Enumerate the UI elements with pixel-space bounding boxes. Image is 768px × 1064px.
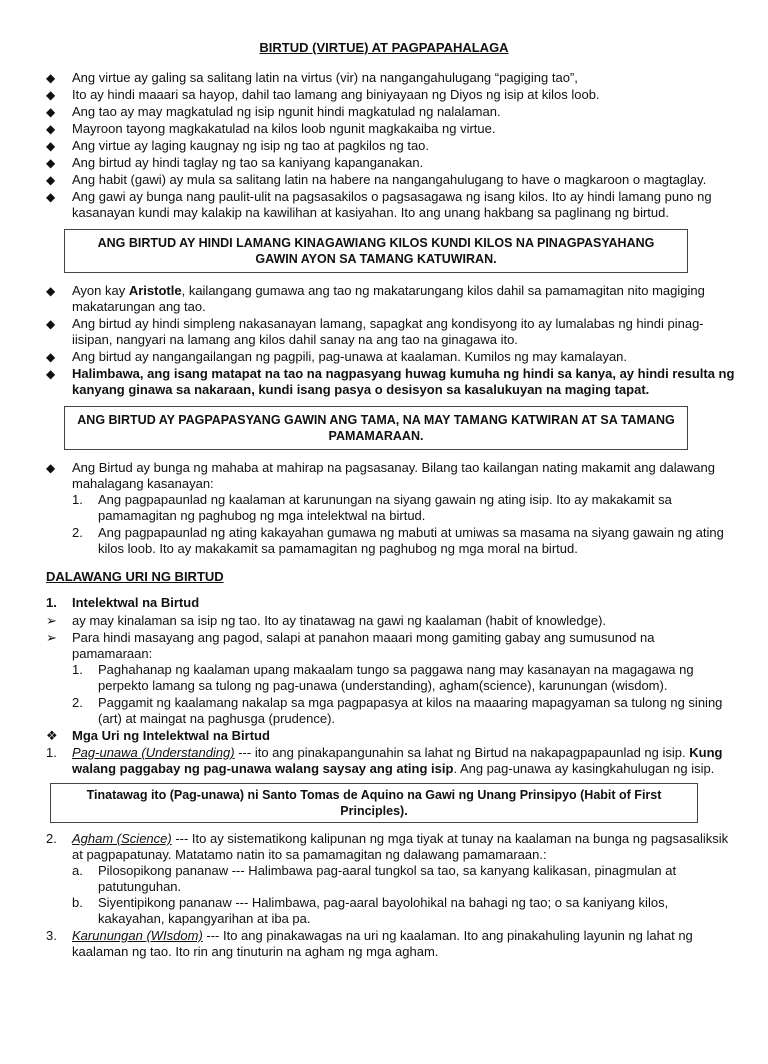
black-diamond-icon: ◆ <box>46 367 56 381</box>
black-diamond-icon: ◆ <box>46 156 56 170</box>
four-diamond-icon: ❖ <box>46 728 58 743</box>
black-diamond-icon: ◆ <box>46 350 56 364</box>
black-diamond-icon: ◆ <box>46 317 56 331</box>
list-item: ◆ Ayon kay Aristotle, kailangang gumawa ang tao ng makatarungang kilos dahil sa pamamagitan nito magiging makatarungan ang tao. <box>46 283 705 314</box>
list-item: ◆ Ang birtud ay hindi simpleng nakasanayan lamang, sapagkat ang kondisyong ito ay lumalabas ng hindi pinag-iisipan, nangyari na lamang ang kilos dahil sanay na ang tao na ginagawa ito. <box>46 316 704 347</box>
black-diamond-icon: ◆ <box>46 105 56 119</box>
black-diamond-icon: ◆ <box>46 122 56 136</box>
science-sub-list <box>72 863 738 927</box>
list-item: 1. Paghahanap ng kaalaman upang makaalam tungo sa paggawa nang may kasanayan na magagawa ng perpekto lamang sa tulong ng pag-unawa (understanding), agham(science), karunungan (wisdom). <box>72 662 694 693</box>
list-item: ◆ Ang Birtud ay bunga ng mahaba at mahirap na pagsasanay. Bilang tao kailangan nating makamit ang dalawang mahalagang kasanayan: 1. Ang pagpapaunlad ng kaalaman at karunungan na siyang gawain ng ating isip. Ito ay makakamit sa pamamagitan ng paghubog ng mga intelektwal na birtud. 2. Ang pagpapaunlad ng ating kakayahan gumawa ng mabuti at umiwas sa masama na siyang gawain ng ating kilos loob. Ito ay makakamit sa pamamagitan ng paghubog ng mga moral na birtud. <box>46 460 738 557</box>
list-item: ◆ Ang birtud ay hindi taglay ng tao sa kaniyang kapanganakan. <box>46 155 424 170</box>
black-diamond-icon: ◆ <box>46 190 56 204</box>
list-item: ◆ Ang birtud ay nangangailangan ng pagpili, pag-unawa at kaalaman. Kumilos ng may kamalayan. <box>46 349 628 364</box>
black-diamond-icon: ◆ <box>46 139 56 153</box>
list-item: b. Siyentipikong pananaw --- Halimbawa, pag-aaral bayolohikal na bahagi ng tao; o sa kaniyang kilos, kakayahan, kapangyarihan at iba pa. <box>72 895 669 926</box>
black-diamond-icon: ◆ <box>46 71 56 85</box>
list-item: 2. Ang pagpapaunlad ng ating kakayahan gumawa ng mabuti at umiwas sa masama na siyang gawain ng ating kilos loob. Ito ay makakamit sa pamamagitan ng paghubog ng mga moral na birtud. <box>72 525 724 556</box>
list-item: ◆ Ang tao ay may magkatulad ng isip ngunit hindi magkatulad ng nalalaman. <box>46 104 501 119</box>
document-page <box>0 40 768 1064</box>
section-heading: DALAWANG URI NG BIRTUD <box>46 569 224 584</box>
black-diamond-icon: ◆ <box>46 173 56 187</box>
key-statement-box-3: Tinatawag ito (Pag-unawa) ni Santo Tomas de Aquino na Gawi ng Unang Prinsipyo (Habit of First Principles). <box>50 783 698 823</box>
list-item: 1. Pag-unawa (Understanding) --- ito ang pinakapangunahin sa lahat ng Birtud na nakapagpapaunlad ng isip. Kung walang paggabay ng pag-unawa walang saysay ang ating isip. Ang pag-unawa ay kasingkahulugan ng isip. <box>46 745 723 776</box>
list-item: ◆ Ito ay hindi maaari sa hayop, dahil tao lamang ang biniyayaan ng Diyos ng isip at kilos loob. <box>46 87 600 102</box>
black-diamond-icon: ◆ <box>46 284 56 298</box>
list-item: 1. Ang pagpapaunlad ng kaalaman at karunungan na siyang gawain ng ating isip. Ito ay makakamit sa pamamagitan ng paghubog ng mga intelektwal na birtud. <box>72 492 672 523</box>
black-diamond-icon: ◆ <box>46 88 56 102</box>
list-item: ◆ Halimbawa, ang isang matapat na tao na nagpasyang huwag kumuha ng hindi sa kanya, ay hindi resulta ng kanyang ginawa sa nakaraan, kundi isang pasya o desisyon sa kasalukuyan na maging tapat. <box>46 366 735 397</box>
intro-bullet-list <box>0 70 768 221</box>
training-sub-list <box>72 492 738 557</box>
list-item: ◆ Mayroon tayong magkakatulad na kilos loob ngunit magkakaiba ng virtue. <box>46 121 496 136</box>
arrowhead-icon: ➢ <box>46 613 57 628</box>
method-sub-list <box>72 662 738 727</box>
key-statement-box-2: ANG BIRTUD AY PAGPAPASYANG GAWIN ANG TAMA, NA MAY TAMANG KATWIRAN AT SA TAMANG PAMAMARAAN. <box>64 406 688 450</box>
virtue-types-list-cont <box>0 831 768 960</box>
list-item: 3. Karunungan (WIsdom) --- Ito ang pinakawagas na uri ng kaalaman. Ito ang pinakahuling layunin ng lahat ng kaalaman ng tao. Ito rin ang tinuturin na agham ng mga agham. <box>46 928 693 959</box>
list-item: ◆ Ang virtue ay laging kaugnay ng isip ng tao at pagkilos ng tao. <box>46 138 430 153</box>
list-item: ◆ Ang habit (gawi) ay mula sa salitang latin na habere na nangangahulugang to have o magkaroon o magtaglay. <box>46 172 707 187</box>
intellectual-arrow-list <box>0 613 768 744</box>
list-item: ◆ Ang gawi ay bunga nang paulit-ulit na pagsasakilos o pagsasagawa ng isang kilos. Ito ay hindi lamang puno ng kasanayan kundi may kalakip na kawilihan at kasiyahan. Ito ang unang hakbang sa paglinang ng birtud. <box>46 189 712 220</box>
key-statement-box-1: ANG BIRTUD AY HINDI LAMANG KINAGAWIANG KILOS KUNDI KILOS NA PINAGPASYAHANG GAWIN AYON SA TAMANG KATUWIRAN. <box>64 229 688 273</box>
list-item: ➢ Para hindi masayang ang pagod, salapi at panahon maaari mong gamiting gabay ang sumusunod na pamamaraan: 1. Paghahanap ng kaalaman upang makaalam tungo sa paggawa nang may kasanayan na magagawa ng perpekto lamang sa tulong ng pag-unawa (understanding), agham(science), karunungan (wisdom). 2. Paggamit ng kaalamang nakalap sa mga pagpapasya at kilos na maaaring mapagyaman sa tulong ng sining (art) at maingat na paghusga (prudence). <box>46 630 738 727</box>
list-item: ◆ Ang virtue ay galing sa salitang latin na virtus (vir) na nangangahulugang “pagiging tao”, <box>46 70 578 85</box>
virtue-types-list <box>0 745 768 777</box>
document-title: BIRTUD (VIRTUE) AT PAGPAPAHALAGA <box>259 40 509 55</box>
training-bullet-list <box>0 460 768 557</box>
list-item: a. Pilosopikong pananaw --- Halimbawa pag-aaral tungkol sa tao, sa kanyang kalikasan, pinagmulan at patutunguhan. <box>72 863 677 894</box>
list-item: 2. Paggamit ng kaalamang nakalap sa mga pagpapasya at kilos na maaaring mapagyaman sa tulong ng sining (art) at maingat na paghusga (prudence). <box>72 695 723 726</box>
arrowhead-icon: ➢ <box>46 630 57 645</box>
list-item: 2. Agham (Science) --- Ito ay sistematikong kalipunan ng mga tiyak at tunay na kaalaman na bunga ng pagsasaliksik at pagpapatunay. Matatamo natin ito sa pamamagitan ng dalawang pamamaraan.: a. Pilosopikong pananaw --- Halimbawa pag-aaral tungkol sa tao, sa kanyang kalikasan, pinagmulan at patutunguhan. b. Siyentipikong pananaw --- Halimbawa, pag-aaral bayolohikal na bahagi ng tao; o sa kaniyang kilos, kakayahan, kapangyarihan at iba pa. <box>46 831 738 927</box>
list-item: ❖ Mga Uri ng Intelektwal na Birtud <box>46 728 270 743</box>
aristotle-bullet-list <box>0 283 768 398</box>
intellectual-virtue-heading: 1. Intelektwal na Birtud <box>46 595 200 610</box>
list-item: ➢ ay may kinalaman sa isip ng tao. Ito ay tinatawag na gawi ng kaalaman (habit of knowledge). <box>46 613 607 628</box>
black-diamond-icon: ◆ <box>46 461 56 475</box>
